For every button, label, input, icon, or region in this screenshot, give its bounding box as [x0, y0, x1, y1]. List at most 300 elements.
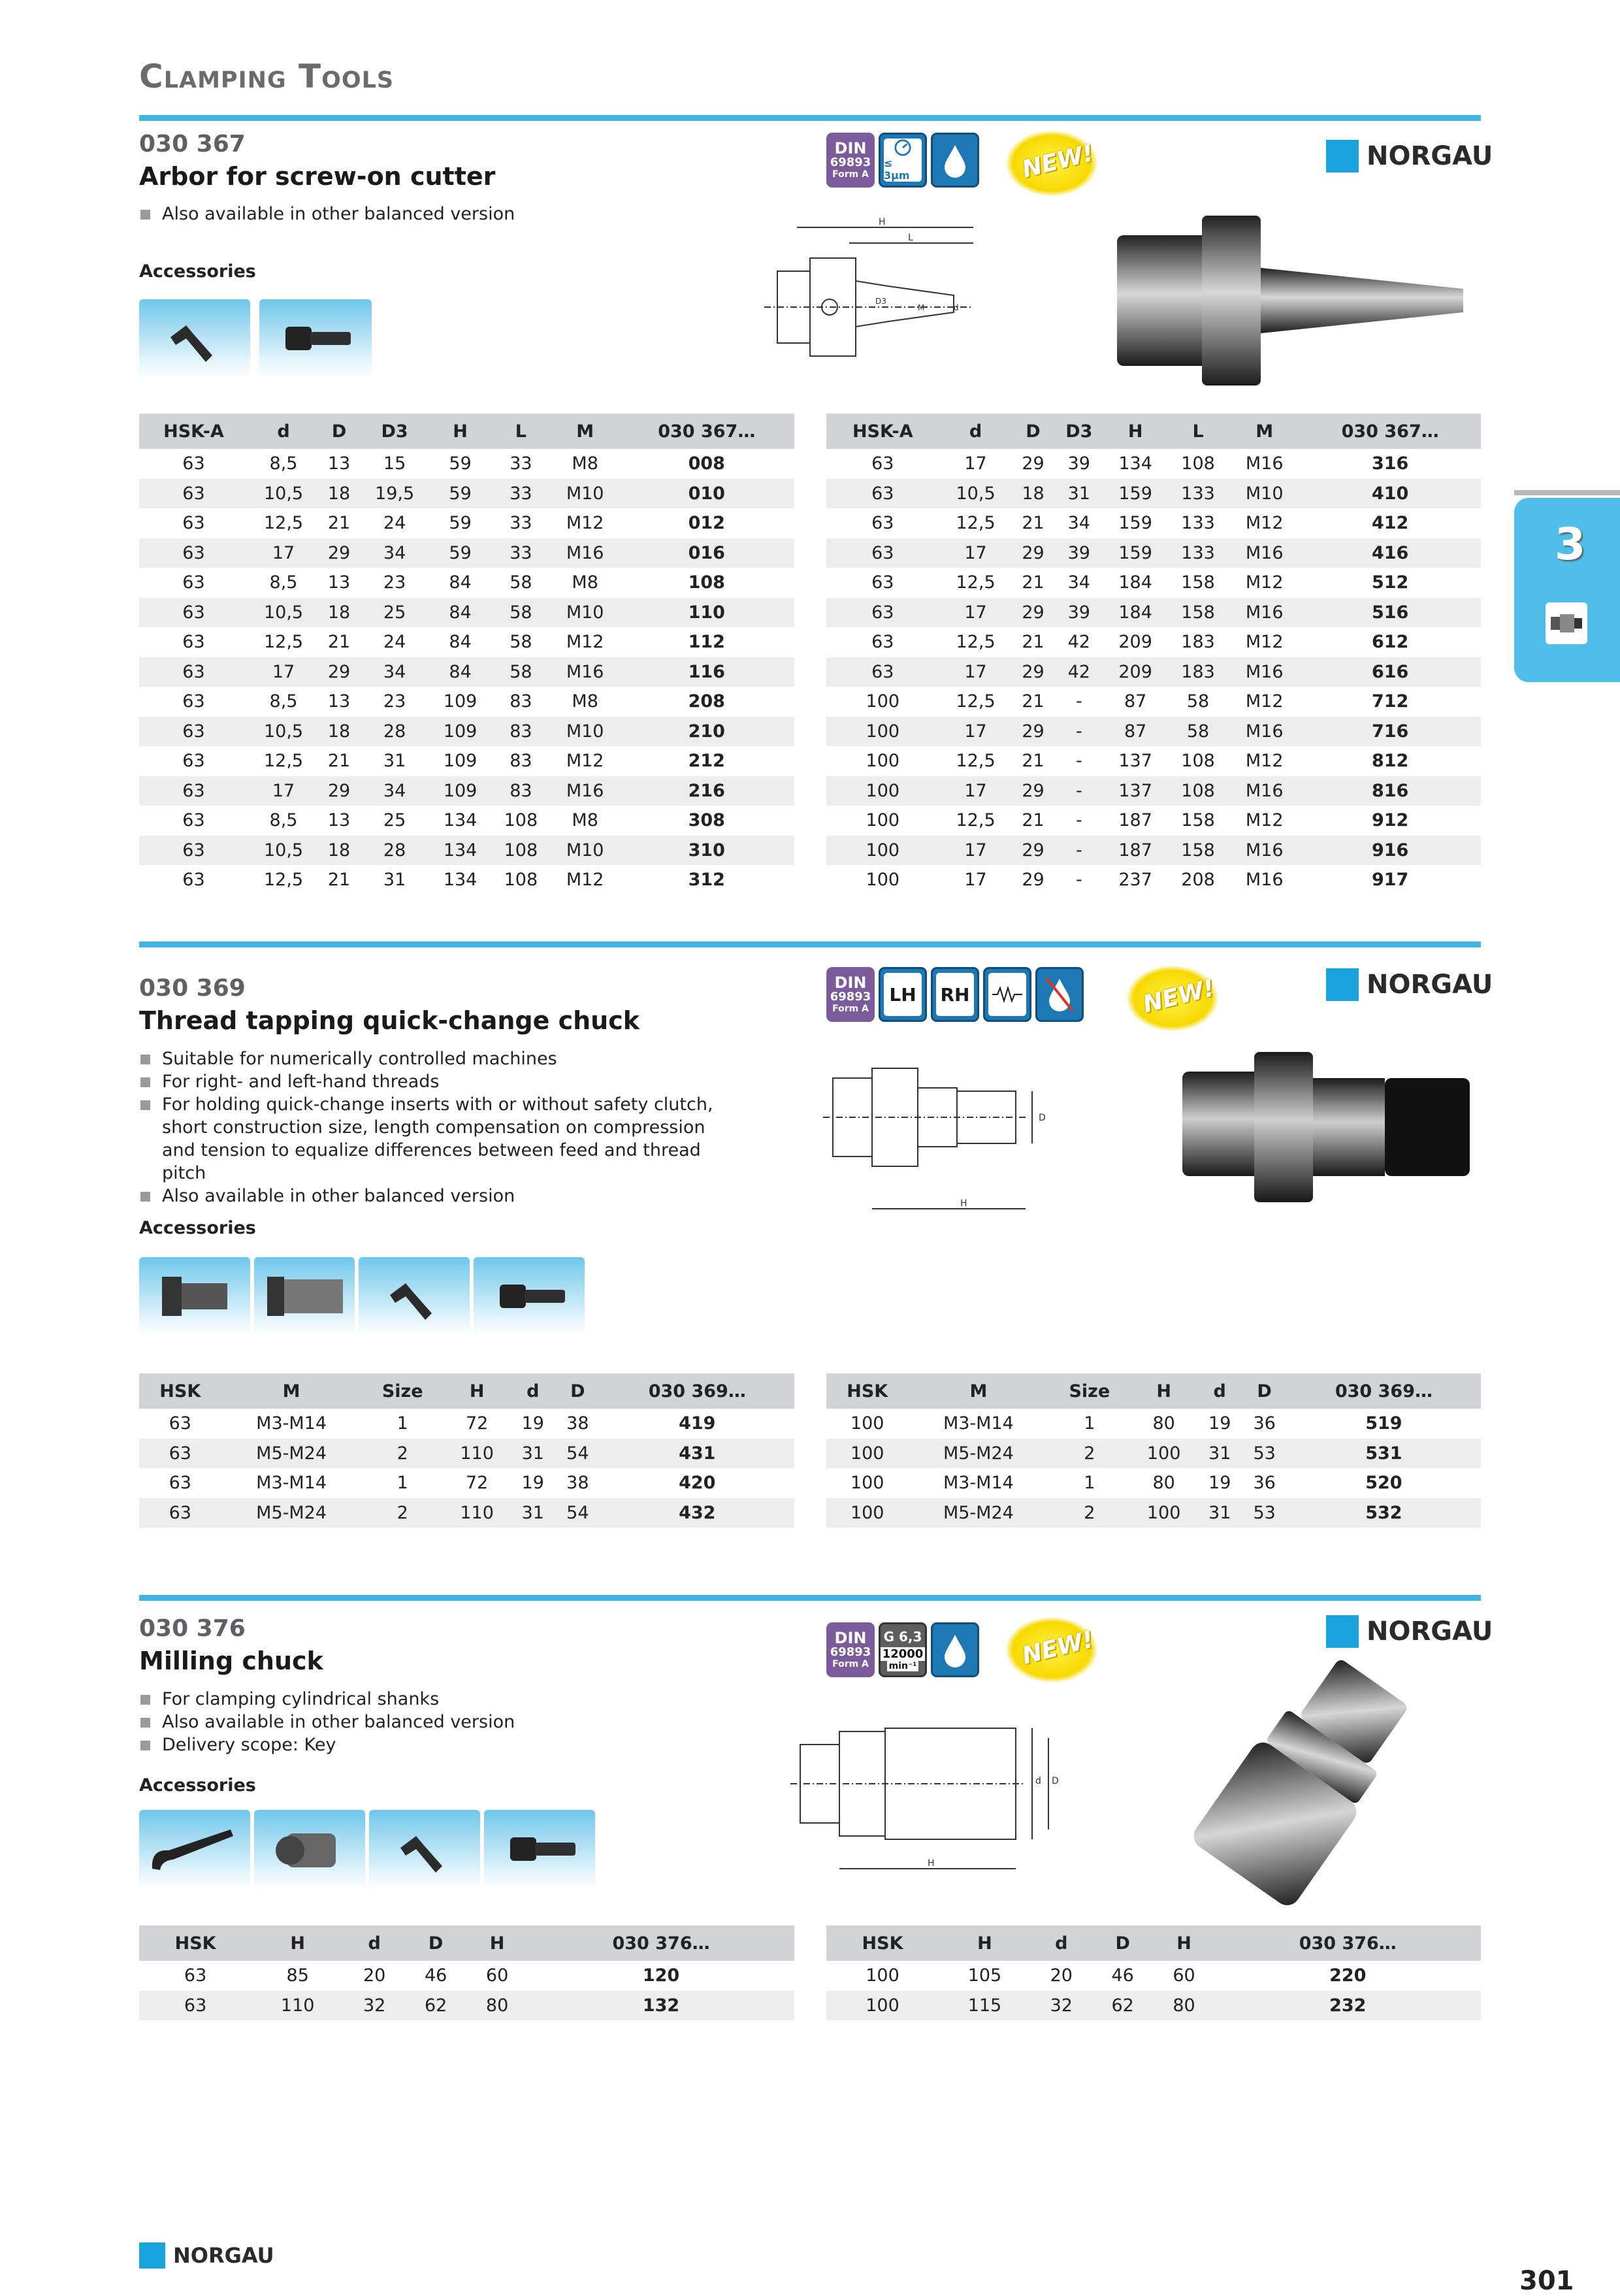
tap-adapter-icon[interactable] [139, 1257, 250, 1336]
table-cell: 63 [871, 572, 894, 593]
table-cell: 80 [1154, 1991, 1215, 2021]
table-cell: 100 [866, 1965, 899, 1986]
table-cell: 29 [1012, 836, 1054, 866]
product-code: 030 367 [139, 131, 246, 157]
table-cell: 100 [1130, 1439, 1197, 1469]
table-cell: 42 [1067, 632, 1090, 653]
table-cell: 10,5 [939, 479, 1012, 509]
table-row [139, 865, 794, 895]
table-cell: 33 [510, 453, 532, 474]
length-compensation-icon [983, 967, 1031, 1022]
table-cell: 33 [491, 538, 551, 568]
table-cell: 83 [510, 751, 532, 772]
table-cell: M16 [1229, 836, 1299, 866]
table-row [139, 1439, 794, 1469]
order-number-cell: 516 [1299, 598, 1481, 628]
table-cell: M10 [551, 836, 619, 866]
order-number-cell: 520 [1365, 1473, 1402, 1494]
table-cell: 17 [964, 870, 987, 891]
table-cell: M5-M24 [221, 1498, 362, 1528]
table-cell: 63 [182, 751, 205, 772]
product-photo [1110, 209, 1476, 392]
table-cell: 63 [182, 572, 205, 593]
table-row [139, 717, 794, 747]
table-cell: 87 [1124, 691, 1147, 712]
no-coolant-icon [1035, 967, 1084, 1022]
table-cell: 17 [939, 717, 1012, 747]
table-cell: 84 [449, 632, 472, 653]
table-cell: M16 [551, 776, 619, 806]
column-header: Size [362, 1373, 444, 1409]
table-cell: 17 [939, 538, 1012, 568]
table-row [826, 508, 1481, 538]
product-title: Milling chuck [139, 1647, 323, 1675]
table-cell: 19,5 [359, 479, 430, 509]
column-header: d [344, 1926, 405, 1961]
order-number-cell: 412 [1371, 513, 1409, 534]
table-cell: 80 [466, 1991, 528, 2021]
table-cell: 115 [939, 1991, 1031, 2021]
table-cell: 29 [1012, 657, 1054, 687]
order-number-cell: 716 [1299, 717, 1481, 747]
table-row [826, 538, 1481, 568]
balance-text: ≤ 3µm [884, 157, 910, 182]
table-cell: M12 [1245, 691, 1284, 712]
order-number-cell: 012 [688, 513, 725, 534]
spec-table-right [826, 1926, 1481, 2020]
table-cell: 31 [1054, 479, 1104, 509]
drawing-label-d: D [1039, 1113, 1046, 1123]
table-row [139, 776, 794, 806]
table-cell: 59 [449, 513, 472, 534]
table-cell: 21 [327, 632, 351, 653]
table-cell: 21 [1022, 513, 1045, 534]
table-cell: 33 [491, 479, 551, 509]
table-cell: 54 [555, 1439, 600, 1469]
table-cell: M16 [1229, 598, 1299, 628]
feature-item: Delivery scope: Key [139, 1733, 727, 1756]
table-cell: 72 [465, 1473, 489, 1494]
order-number-cell: 208 [688, 691, 725, 712]
table-cell: 17 [964, 453, 987, 474]
chuck-icon [1546, 602, 1587, 644]
table-cell: 12,5 [956, 751, 996, 772]
table-cell: 2 [362, 1439, 444, 1469]
order-number-cell: 532 [1287, 1498, 1481, 1528]
brand-square [1326, 140, 1359, 172]
column-header: H [1130, 1373, 1197, 1409]
table-cell: M10 [551, 479, 619, 509]
table-cell: 63 [139, 657, 248, 687]
table-cell: 34 [1067, 513, 1090, 534]
table-cell: 10,5 [248, 598, 319, 628]
table-cell: 1 [397, 1473, 408, 1494]
new-badge: NEW! [1127, 966, 1218, 1031]
brand-square [1326, 1615, 1359, 1648]
table-row [826, 1961, 1481, 1991]
table-cell: 100 [826, 776, 939, 806]
brand-logo: NORGAU [1326, 1615, 1493, 1648]
table-cell: 29 [1012, 598, 1054, 628]
brand-square [1326, 968, 1359, 1001]
column-header: H [939, 1926, 1031, 1961]
column-header: M [908, 1373, 1048, 1409]
table-cell: 108 [504, 810, 538, 831]
balance-gauge-icon [879, 133, 927, 188]
table-cell: 80 [1152, 1413, 1175, 1434]
column-header: 030 376… [528, 1926, 794, 1961]
table-cell: 13 [327, 453, 351, 474]
column-header: d [1197, 1373, 1242, 1409]
drawing-label-d: d [954, 303, 959, 312]
table-cell: 39 [1054, 598, 1104, 628]
table-cell: 8,5 [269, 572, 298, 593]
column-header: d [1031, 1926, 1092, 1961]
table-cell: 13 [327, 810, 351, 831]
table-cell: 34 [359, 776, 430, 806]
spec-table-left [139, 1926, 794, 2020]
table-cell: 108 [1167, 776, 1229, 806]
screw-icon[interactable] [474, 1257, 585, 1336]
table-cell: 19 [1208, 1473, 1231, 1494]
table-row [139, 1991, 794, 2021]
table-row [826, 598, 1481, 628]
accessories-label: Accessories [139, 1218, 256, 1238]
table-row [139, 746, 794, 776]
table-row [826, 1468, 1481, 1498]
column-header: H [1104, 414, 1167, 449]
table-cell: 100 [850, 1473, 884, 1494]
hex-key-icon[interactable] [369, 1810, 480, 1890]
order-number-cell: 312 [688, 870, 725, 891]
reduction-sleeve-icon[interactable] [254, 1810, 365, 1890]
table-cell: 12,5 [263, 870, 304, 891]
technical-drawing [790, 1712, 1097, 1882]
order-number-cell: 612 [1371, 632, 1409, 653]
table-cell: 85 [286, 1965, 309, 1986]
table-row [826, 449, 1481, 479]
table-cell: 105 [967, 1965, 1002, 1986]
table-cell: 84 [430, 657, 491, 687]
table-cell: 12,5 [263, 751, 304, 772]
table-cell: M5-M24 [221, 1439, 362, 1469]
table-cell: M8 [572, 572, 598, 593]
feature-item: Also available in other balanced version [139, 203, 727, 225]
table-cell: 134 [430, 836, 491, 866]
table-cell: 2 [362, 1498, 444, 1528]
table-cell: 58 [1167, 717, 1229, 747]
table-cell: 62 [405, 1991, 466, 2021]
table-cell: 31 [383, 751, 406, 772]
table-cell: 31 [511, 1498, 556, 1528]
drawing-label-h: H [928, 1858, 935, 1869]
table-row [139, 627, 794, 657]
table-cell: 53 [1242, 1498, 1286, 1528]
table-cell: 187 [1104, 836, 1167, 866]
column-header: M [221, 1373, 362, 1409]
table-cell: M8 [572, 453, 598, 474]
hex-key-icon[interactable] [139, 299, 250, 378]
table-cell: 63 [139, 776, 248, 806]
table-cell: 42 [1054, 657, 1104, 687]
table-row [139, 598, 794, 628]
table-cell: 29 [319, 538, 359, 568]
column-header: L [491, 414, 551, 449]
table-cell: M8 [572, 810, 598, 831]
column-header: d [511, 1373, 556, 1409]
product-title: Thread tapping quick-change chuck [139, 1006, 640, 1035]
table-cell: 63 [184, 1965, 207, 1986]
table-cell: 100 [1130, 1498, 1197, 1528]
table-cell: 18 [319, 836, 359, 866]
table-cell: 83 [510, 691, 532, 712]
table-cell: 237 [1118, 870, 1152, 891]
table-cell: 63 [826, 657, 939, 687]
table-cell: 134 [443, 810, 478, 831]
product-title: Arbor for screw-on cutter [139, 162, 496, 191]
table-row [139, 479, 794, 509]
table-cell: 20 [1050, 1965, 1073, 1986]
table-cell: 134 [1118, 453, 1152, 474]
order-number-cell: 316 [1371, 453, 1409, 474]
table-row [139, 1961, 794, 1991]
table-row [139, 1468, 794, 1498]
table-cell: 46 [424, 1965, 447, 1986]
product-photo [1150, 1653, 1457, 1914]
table-cell: 38 [566, 1413, 589, 1434]
column-header: HSK [826, 1373, 908, 1409]
order-number-cell: 008 [688, 453, 725, 474]
drawing-label-m: M [918, 303, 925, 312]
table-cell: 159 [1118, 513, 1152, 534]
screw-icon[interactable] [484, 1810, 595, 1890]
chapter-tab[interactable] [1514, 498, 1620, 682]
order-number-cell: 419 [679, 1413, 716, 1434]
table-cell: 209 [1104, 657, 1167, 687]
table-cell: 12,5 [956, 691, 996, 712]
table-cell: 100 [866, 810, 900, 831]
column-header: d [939, 414, 1012, 449]
table-cell: 100 [826, 1498, 908, 1528]
table-cell: 32 [1031, 1991, 1092, 2021]
hook-wrench-icon[interactable] [139, 1810, 250, 1890]
table-cell: 63 [182, 632, 205, 653]
coolant-drop-icon [931, 133, 979, 188]
table-cell: 63 [182, 691, 205, 712]
din-badge: DIN 69893 Form A [826, 133, 875, 188]
table-cell: 29 [1022, 870, 1045, 891]
table-cell: 19 [521, 1413, 544, 1434]
table-cell: 17 [939, 836, 1012, 866]
brand-logo: NORGAU [1326, 968, 1493, 1001]
table-cell: 29 [1022, 453, 1045, 474]
brand-logo: NORGAU [1326, 140, 1493, 172]
table-row [826, 1409, 1481, 1439]
column-header: HSK [139, 1926, 251, 1961]
table-cell: 21 [1022, 691, 1045, 712]
feature-list [139, 203, 727, 225]
balance-grade-badge: G 6,3 12000 min⁻¹ [879, 1622, 927, 1677]
table-cell: 63 [871, 453, 894, 474]
table-cell: 83 [491, 776, 551, 806]
spec-table-left [139, 414, 794, 895]
table-row [139, 657, 794, 687]
drawing-label-d-outer: D [1052, 1776, 1059, 1786]
column-header: D3 [359, 414, 430, 449]
column-header: H [466, 1926, 528, 1961]
spec-table-left [139, 1373, 794, 1528]
table-cell: M3-M14 [256, 1473, 327, 1494]
table-row [826, 776, 1481, 806]
hex-key-icon[interactable] [359, 1257, 470, 1336]
table-cell: 54 [555, 1498, 600, 1528]
table-cell: 100 [826, 1991, 939, 2021]
table-cell: 10,5 [248, 479, 319, 509]
table-cell: 24 [383, 513, 406, 534]
table-cell: 17 [248, 538, 319, 568]
table-row [826, 806, 1481, 836]
table-cell: 100 [866, 751, 900, 772]
table-cell: 209 [1118, 632, 1152, 653]
table-cell: 63 [139, 479, 248, 509]
table-cell: 29 [319, 657, 359, 687]
table-cell: 1 [1084, 1473, 1095, 1494]
table-cell: 63 [182, 870, 205, 891]
order-number-cell: 112 [688, 632, 725, 653]
table-cell: M10 [1229, 479, 1299, 509]
column-header: Size [1048, 1373, 1130, 1409]
table-row [826, 657, 1481, 687]
section-rule [139, 942, 1481, 947]
technical-drawing [758, 216, 1084, 372]
table-cell: 80 [1152, 1473, 1175, 1494]
table-cell: 63 [139, 717, 248, 747]
table-row [139, 836, 794, 866]
table-cell: 12,5 [956, 632, 996, 653]
order-number-cell: 016 [619, 538, 794, 568]
table-cell: 183 [1167, 657, 1229, 687]
tap-adapter-clutch-icon[interactable] [254, 1257, 355, 1336]
table-cell: 108 [1181, 453, 1215, 474]
table-row [139, 538, 794, 568]
column-header: D [319, 414, 359, 449]
order-number-cell: 816 [1299, 776, 1481, 806]
chapter-number: 3 [1555, 519, 1586, 570]
screw-icon[interactable] [259, 299, 372, 378]
column-header: D [1242, 1373, 1286, 1409]
table-cell: 25 [359, 598, 430, 628]
table-cell: 17 [248, 657, 319, 687]
table-row [826, 1498, 1481, 1528]
table-cell: 63 [139, 598, 248, 628]
table-cell: 21 [327, 751, 351, 772]
table-cell: 17 [939, 598, 1012, 628]
drawing-label-h: H [960, 1198, 967, 1209]
table-cell: 1 [1084, 1413, 1095, 1434]
table-cell: 2 [1048, 1498, 1130, 1528]
table-cell: 158 [1167, 836, 1229, 866]
column-header: H [430, 414, 491, 449]
table-cell: 17 [939, 776, 1012, 806]
table-cell: 58 [510, 632, 532, 653]
table-cell: - [1075, 810, 1082, 831]
spec-table-right [826, 414, 1481, 895]
table-cell: 83 [491, 717, 551, 747]
badge-row [826, 133, 979, 188]
table-row [826, 746, 1481, 776]
table-cell: 23 [383, 572, 406, 593]
table-cell: 110 [444, 1498, 511, 1528]
table-row [826, 1439, 1481, 1469]
table-cell: 62 [1092, 1991, 1154, 2021]
order-number-cell: 310 [619, 836, 794, 866]
table-cell: 58 [491, 657, 551, 687]
table-cell: 59 [449, 453, 472, 474]
table-cell: 63 [826, 598, 939, 628]
column-header: 030 369… [600, 1373, 794, 1409]
table-cell: 21 [327, 513, 351, 534]
table-cell: 29 [1012, 717, 1054, 747]
badge-row [826, 1622, 979, 1677]
table-cell: 109 [443, 751, 478, 772]
feature-list [139, 1688, 727, 1756]
table-cell: M8 [572, 691, 598, 712]
feature-item: For right- and left-hand threads [139, 1070, 714, 1093]
table-cell: M5-M24 [908, 1439, 1048, 1469]
product-code: 030 376 [139, 1615, 246, 1642]
table-cell: 60 [485, 1965, 509, 1986]
table-cell: 158 [1181, 572, 1215, 593]
column-header: H [251, 1926, 344, 1961]
chapter-tab-border [1514, 490, 1620, 495]
table-cell: 108 [491, 836, 551, 866]
table-cell: 28 [359, 717, 430, 747]
table-cell: 63 [139, 1991, 251, 2021]
order-number-cell: 712 [1371, 691, 1409, 712]
drawing-label-l: L [908, 233, 913, 243]
table-cell: M12 [1245, 513, 1284, 534]
table-cell: 10,5 [248, 717, 319, 747]
section-rule [139, 1595, 1481, 1601]
feature-item: Also available in other balanced version [139, 1711, 727, 1733]
table-cell: 19 [521, 1473, 544, 1494]
table-row [826, 687, 1481, 717]
table-row [139, 449, 794, 479]
table-cell: - [1075, 870, 1082, 891]
table-cell: 21 [1022, 810, 1045, 831]
column-header: 030 367… [1299, 414, 1481, 449]
order-number-cell: 912 [1371, 810, 1409, 831]
table-row [139, 1409, 794, 1439]
table-row [139, 687, 794, 717]
table-cell: 21 [1022, 751, 1045, 772]
order-number-cell: 917 [1371, 870, 1409, 891]
table-row [139, 508, 794, 538]
table-cell: 12,5 [263, 632, 304, 653]
table-cell: M12 [566, 513, 604, 534]
order-number-cell: 519 [1365, 1413, 1402, 1434]
spec-table-right [826, 1373, 1481, 1528]
order-number-cell: 010 [619, 479, 794, 509]
table-cell: 36 [1253, 1473, 1276, 1494]
table-cell: 100 [866, 691, 900, 712]
order-number-cell: 410 [1299, 479, 1481, 509]
table-cell: 110 [251, 1991, 344, 2021]
left-hand-thread-icon: LH [879, 967, 927, 1022]
table-row [826, 1991, 1481, 2021]
table-cell: 39 [1067, 453, 1090, 474]
table-cell: 34 [1067, 572, 1090, 593]
